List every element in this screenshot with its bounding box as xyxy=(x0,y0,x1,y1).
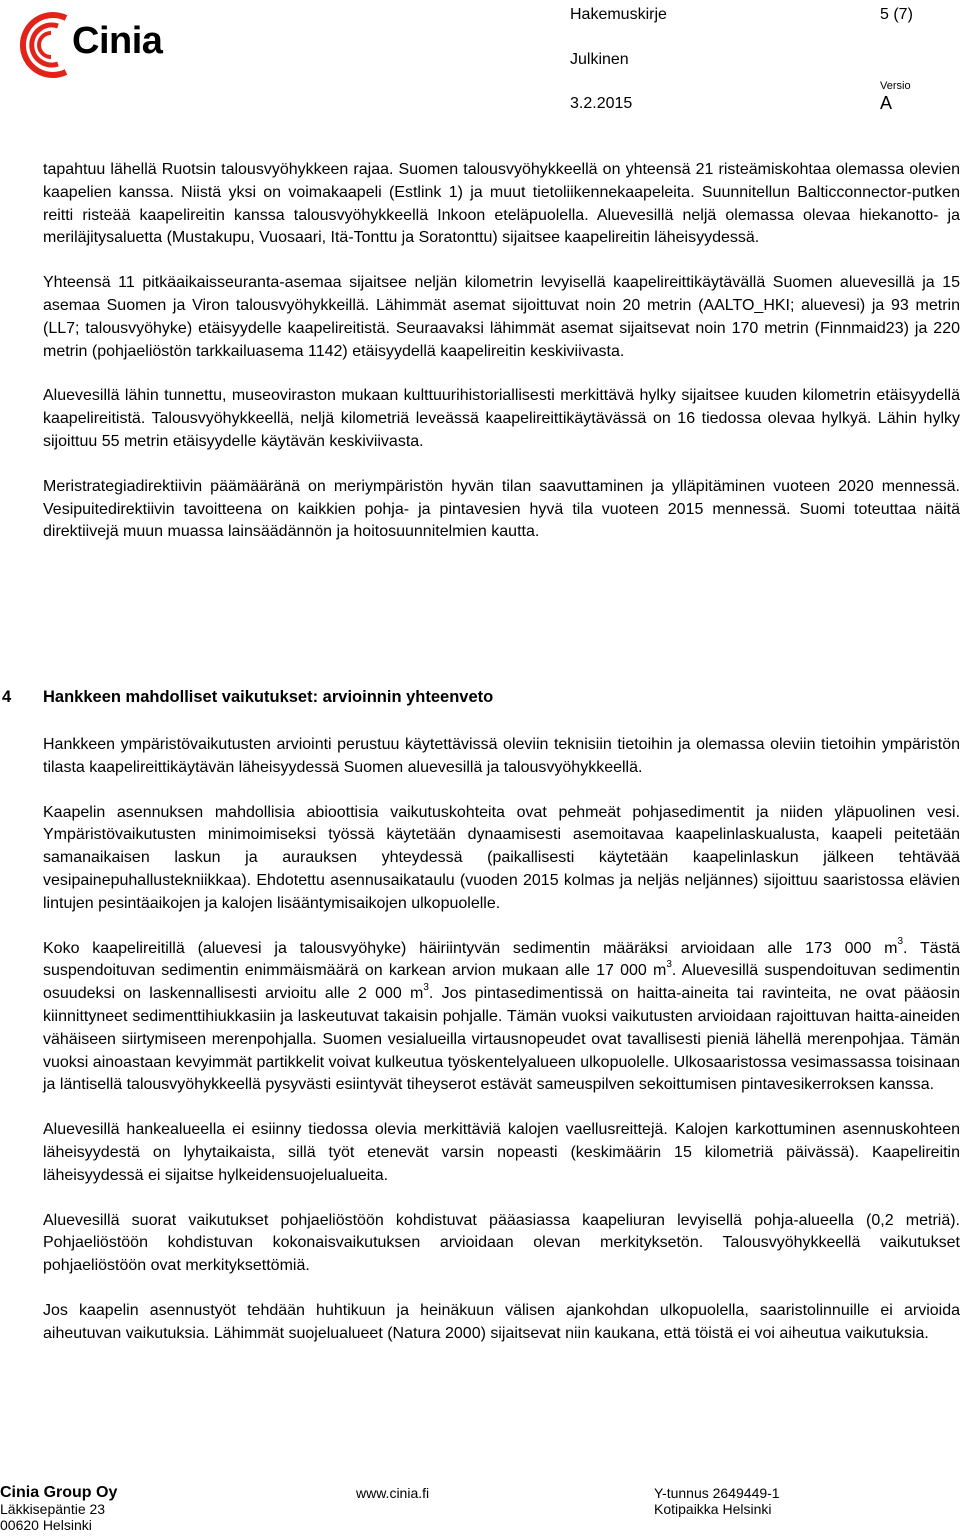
footer-web[interactable]: www.cinia.fi xyxy=(356,1485,430,1501)
section-title: Hankkeen mahdolliset vaikutukset: arvioinnin yhteenveto xyxy=(43,688,494,706)
section-body xyxy=(43,734,960,1346)
version-label: Versio xyxy=(880,80,911,92)
footer-company: Cinia Group Oy xyxy=(0,1484,118,1501)
paragraph: Kaapelin asennuksen mahdollisia abioottisia vaikutuskohteita ovat pehmeät pohjasedimentit ja niiden yläpuolinen vesi. Ympäristövaikutusten minimoimiseksi työssä käytetään dynaamisesti asemoitavaa kaapelinlaskualusta, kaapeli peitetään samanaikaisen laskun ja aurauksen yhteydessä (paikallisesti käytetään kaapelinlaskun jälkeen tehtävää vesipainepuhallustekniikkaa). Ehdotettu asennusaikataulu (vuoden 2015 kolmas ja neljäs neljännes) sijoittuu saaristossa elävien lintujen pesintäaikojen ja kalojen lisääntymisaikojen ulkopuolelle. xyxy=(43,803,960,912)
footer-ids xyxy=(654,1485,780,1517)
paragraph: Yhteensä 11 pitkäaikaisseuranta-asemaa sijaitsee neljän kilometrin levyisellä kaapelireittikäytävällä Suomen aluevesillä ja 15 asemaa Suomen ja Viron talousvyöhykkeillä. Lähimmät asemat sijoittuvat noin 20 metrin (AALTO_HKI; aluevesi) ja 93 metrin (LL7; talousvyöhyke) etäisyydelle kaapelireitistä. Seuraavaksi lähimmät asemat sijaitsevat noin 170 metrin (Finnmaid23) ja 220 metrin (pohjaeliöstön tarkkailuasema 1142) etäisyydellä kaapelireitin keskiviivasta. xyxy=(43,274,960,360)
doc-date: 3.2.2015 xyxy=(570,95,633,112)
text-run: . Tästä suspendoituvan sedimentin enimmäismäärä on karkean arvion mukaan alle 17 000 m xyxy=(43,939,960,980)
footer-street: Läkkisepäntie 23 xyxy=(0,1501,106,1517)
footer-domicile: Kotipaikka Helsinki xyxy=(654,1501,772,1517)
paragraph: Aluevesillä hankealueella ei esiinny tiedossa olevia merkittäviä kalojen vaellusreittejä. Kalojen karkottuminen asennuskohteen läheisyydestä on lyhytaikaista, sillä työt etenevät varsin nopeasti (keskimäärin 15 kilometriä päivässä). Kaapelireitin läheisyydessä ei sijaitse hylkeidensuojelualueita. xyxy=(43,1121,960,1184)
page-number: 5 (7) xyxy=(880,6,913,23)
text-run: . Aluevesillä suspendoituvan sedimentin osuudeksi on laskennallisesti arvioitu alle 2 000 m xyxy=(43,962,960,1003)
paragraph: tapahtuu lähellä Ruotsin talousvyöhykkeen rajaa. Suomen talousvyöhykkeellä on yhteensä 21 risteämiskohtaa olemassa olevien kaapelien kanssa. Niistä yksi on voimakaapeli (Estlink 1) ja muut tietoliikennekaapeleita. Suunnitellun Balticconnector-putken reitti risteää kaapelireitin kanssa talousvyöhykkeellä Inkoon eteläpuolella. Aluevesillä neljä olemassa olevaa hiekanotto- ja meriläjitysaluetta (Mustakupu, Vuosaari, Itä-Tonttu ja Soratonttu) sijaitsee kaapelireitin läheisyydessä. xyxy=(43,161,960,247)
body-text xyxy=(43,159,960,544)
logo-wordmark: Cinia xyxy=(72,20,163,62)
text-run: . Jos pintasedimentissä on haitta-aineita tai ravinteita, ne ovat pääosin kiinnittyneet sedimenttihiukkasiin ja laskeutuvat takaisin pohjalle. Tämän vuoksi vaikutusten arvioidaan rajoittuvan haitta-aineiden vähäiseen siirtymiseen merenpohjalla. Suomen vesialueilla virtausnopeudet ovat tavallisesti pieniä lähellä merenpohjaa. Tämän vuoksi ainoastaan kevyimmät partikkelit voivat kulkeutua työskentelyalueen ulkopuolelle. Ulkosaaristossa vesimassassa toisinaan ja läntisellä talousvyöhykkeellä pysyvästi esiintyvät tiheyserot estävät sameuspilven sekoittumisen pintavesikerroksen kanssa. xyxy=(43,985,960,1094)
paragraph-sediment xyxy=(43,938,960,1098)
superscript: 3 xyxy=(423,981,429,993)
footer-postal: 00620 Helsinki xyxy=(0,1517,92,1533)
version-value: A xyxy=(880,93,893,113)
paragraph: Hankkeen ympäristövaikutusten arviointi perustuu käytettävissä oleviin teknisiin tietoihin ja olemassa oleviin tietoihin ympäristön tilasta kaapelireittikäytävän läheisyydessä Suomen aluevesillä ja talousvyöhykkeellä. xyxy=(43,736,960,776)
footer-company-block xyxy=(0,1484,117,1533)
text-run: Koko kaapelireitillä (aluevesi ja talousvyöhyke) häiriintyvän sedimentin määräksi arvioidaan alle 173 000 m xyxy=(43,939,898,957)
paragraph: Meristrategiadirektiivin päämääränä on meriympäristön hyvän tilan saavuttaminen ja ylläpitäminen vuoteen 2020 mennessä. Vesipuitedirektiivin tavoitteena on kaikkien pohja- ja pintavesien hyvä tila vuoteen 2015 mennessä. Suomi toteuttaa näitä direktiivejä muun muassa lainsäädännön ja hoitosuunnitelmien kautta. xyxy=(43,477,960,541)
paragraph: Aluevesillä lähin tunnettu, museoviraston mukaan kulttuurihistoriallisesti merkittävä hylky sijaitsee kuuden kilometrin etäisyydellä kaapelireitistä. Talousvyöhykkeellä, neljä kilometriä leveässä kaapelireittikäytävässä on 16 tiedossa olevaa hylkyä. Lähin hylky sijoittuu 55 metrin etäisyydelle käytävän keskiviivasta. xyxy=(43,387,960,450)
paragraph: Aluevesillä suorat vaikutukset pohjaeliöstöön kohdistuvat pääasiassa kaapeliuran levyisellä pohja-alueella (0,2 metriä). Pohjaeliöstöön kohdistuvan kokonaisvaikutuksen arvioidaan olevan merkityksetön. Talousvyöhykkeellä vaikutukset pohjaeliöstöön ovat merkityksettömiä. xyxy=(43,1211,960,1275)
classification: Julkinen xyxy=(570,51,629,68)
footer-business-id: Y-tunnus 2649449-1 xyxy=(654,1485,780,1501)
doc-type: Hakemuskirje xyxy=(570,6,667,23)
paragraph: Jos kaapelin asennustyöt tehdään huhtikuun ja heinäkuun välisen ajankohdan ulkopuolella, saaristolinnuille ei arvioida aiheutuvan vaikutuksia. Lähimmät suojelualueet (Natura 2000) sijaitsevat niin kaukana, että töistä ei voi aiheutua vaikutuksia. xyxy=(43,1301,960,1342)
section-number: 4 xyxy=(2,688,12,706)
superscript: 3 xyxy=(897,936,904,948)
superscript: 3 xyxy=(666,959,672,971)
